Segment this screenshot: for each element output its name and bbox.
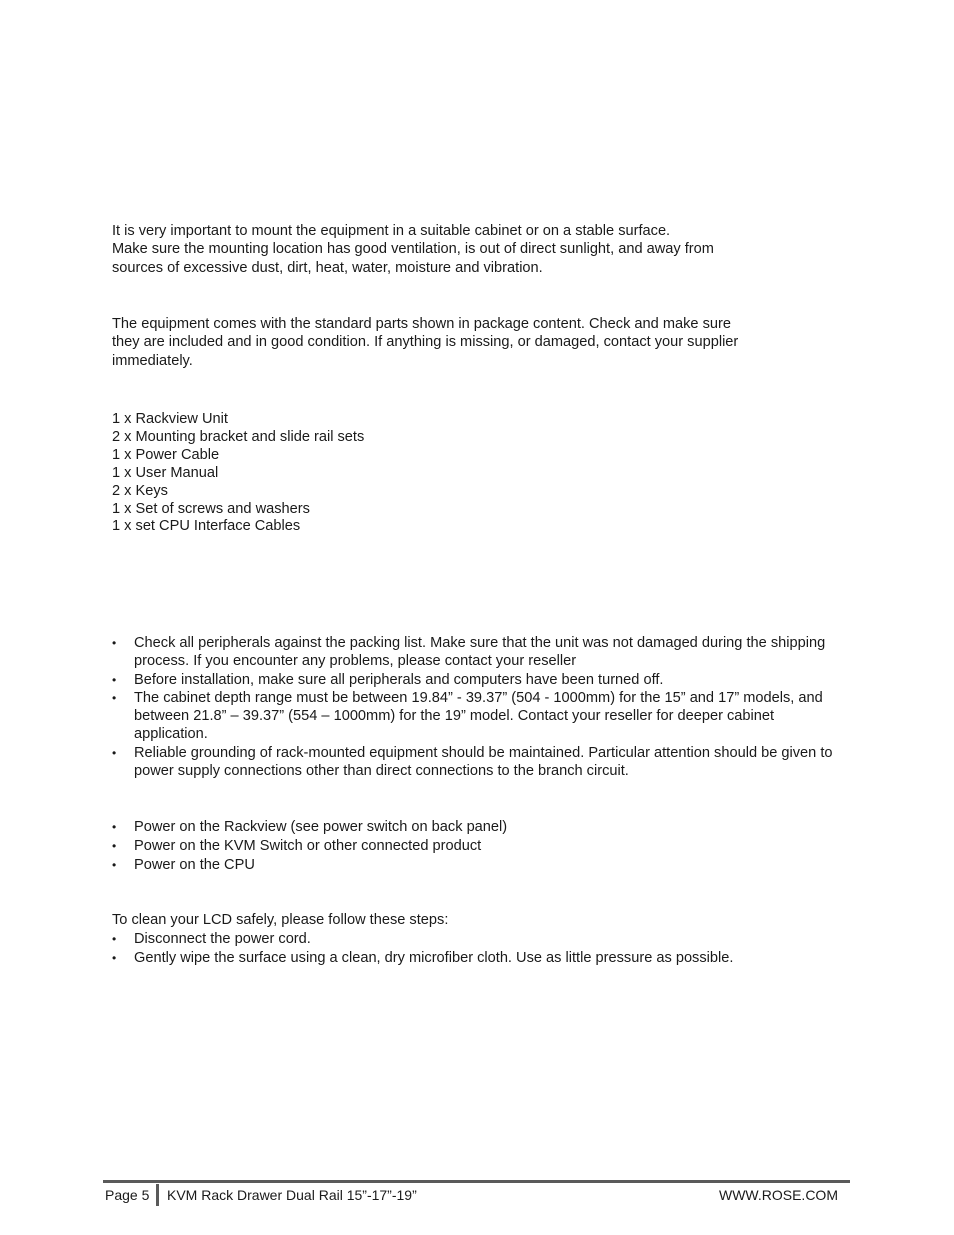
unpacking-line: The equipment comes with the standard parts shown in package content. Check and make sure [112,316,731,332]
mounting-paragraph [112,222,714,277]
bullet-item [112,671,846,689]
mounting-line: sources of excessive dust, dirt, heat, water, moisture and vibration. [112,259,543,276]
package-item: 1 x Power Cable [112,446,220,463]
footer-rule [103,1180,850,1183]
unpacking-line: they are included and in good condition. If anything is missing, or damaged, contact your supplier [112,334,739,351]
bullet-item [112,634,846,671]
bullet-item [112,856,846,875]
bullet-item [112,837,846,856]
bullet-text: Power on the Rackview (see power switch on back panel) [134,819,508,835]
package-item: 2 x Mounting bracket and slide rail sets [112,428,365,445]
bullet-text: Gently wipe the surface using a clean, dry microfiber cloth. Use as little pressure as possible. [134,950,734,966]
bullet-icon: • [112,745,117,760]
bullet-text: The cabinet depth range must be between 19.84” - 39.37” (504 - 1000mm) for the 15” and 17” models, and between 21.8” – 39.37” (554 – 1000mm) for the 19” model. Contact your reseller for deeper cabinet application. [134,689,823,743]
before-install-list [112,634,846,780]
mounting-line: Make sure the mounting location has good ventilation, is out of direct sunlight, and away from [112,241,714,258]
bullet-icon: • [112,690,117,705]
bullet-text: Power on the KVM Switch or other connected product [134,838,482,854]
footer-url: WWW.ROSE.COM [719,1187,838,1203]
package-item: 2 x Keys [112,482,168,499]
bullet-icon: • [112,636,117,650]
footer-title: KVM Rack Drawer Dual Rail 15”-17”-19” [167,1187,417,1203]
bullet-icon: • [112,932,117,946]
bullet-icon: • [112,951,117,965]
mounting-line: It is very important to mount the equipment in a suitable cabinet or on a stable surface. [112,223,671,239]
bullet-text: Power on the CPU [134,857,255,873]
unpacking-line: immediately. [112,352,193,369]
bullet-icon: • [112,820,117,834]
bullet-text: Check all peripherals against the packing list. Make sure that the unit was not damaged during the shipping process. If you encounter any problems, please contact your reseller [134,635,826,670]
bullet-item [112,744,846,781]
package-item: 1 x Set of screws and washers [112,500,310,517]
package-item: 1 x set CPU Interface Cables [112,518,301,535]
bullet-text: Disconnect the power cord. [134,931,311,947]
bullet-icon: • [112,672,117,687]
bullet-item [112,818,846,837]
bullet-item [112,930,846,949]
bullet-icon: • [112,839,117,853]
package-contents [112,411,364,536]
footer-divider [156,1184,159,1206]
cleaning-section [112,911,894,968]
cleaning-intro: To clean your LCD safely, please follow these steps: [112,912,449,928]
bullet-text: Reliable grounding of rack-mounted equipment should be maintained. Particular attention should be given to power supply connections other than direct connections to the branch circuit. [134,744,833,780]
bullet-text: Before installation, make sure all peripherals and computers have been turned off. [134,671,664,688]
bullet-item [112,949,894,968]
page-footer [105,1186,838,1206]
unpacking-paragraph [112,315,738,370]
bullet-item [112,689,846,744]
package-item: 1 x Rackview Unit [112,411,228,427]
package-item: 1 x User Manual [112,464,219,481]
power-on-list [112,818,846,875]
bullet-icon: • [112,858,117,872]
footer-page-number: Page 5 [105,1187,150,1203]
